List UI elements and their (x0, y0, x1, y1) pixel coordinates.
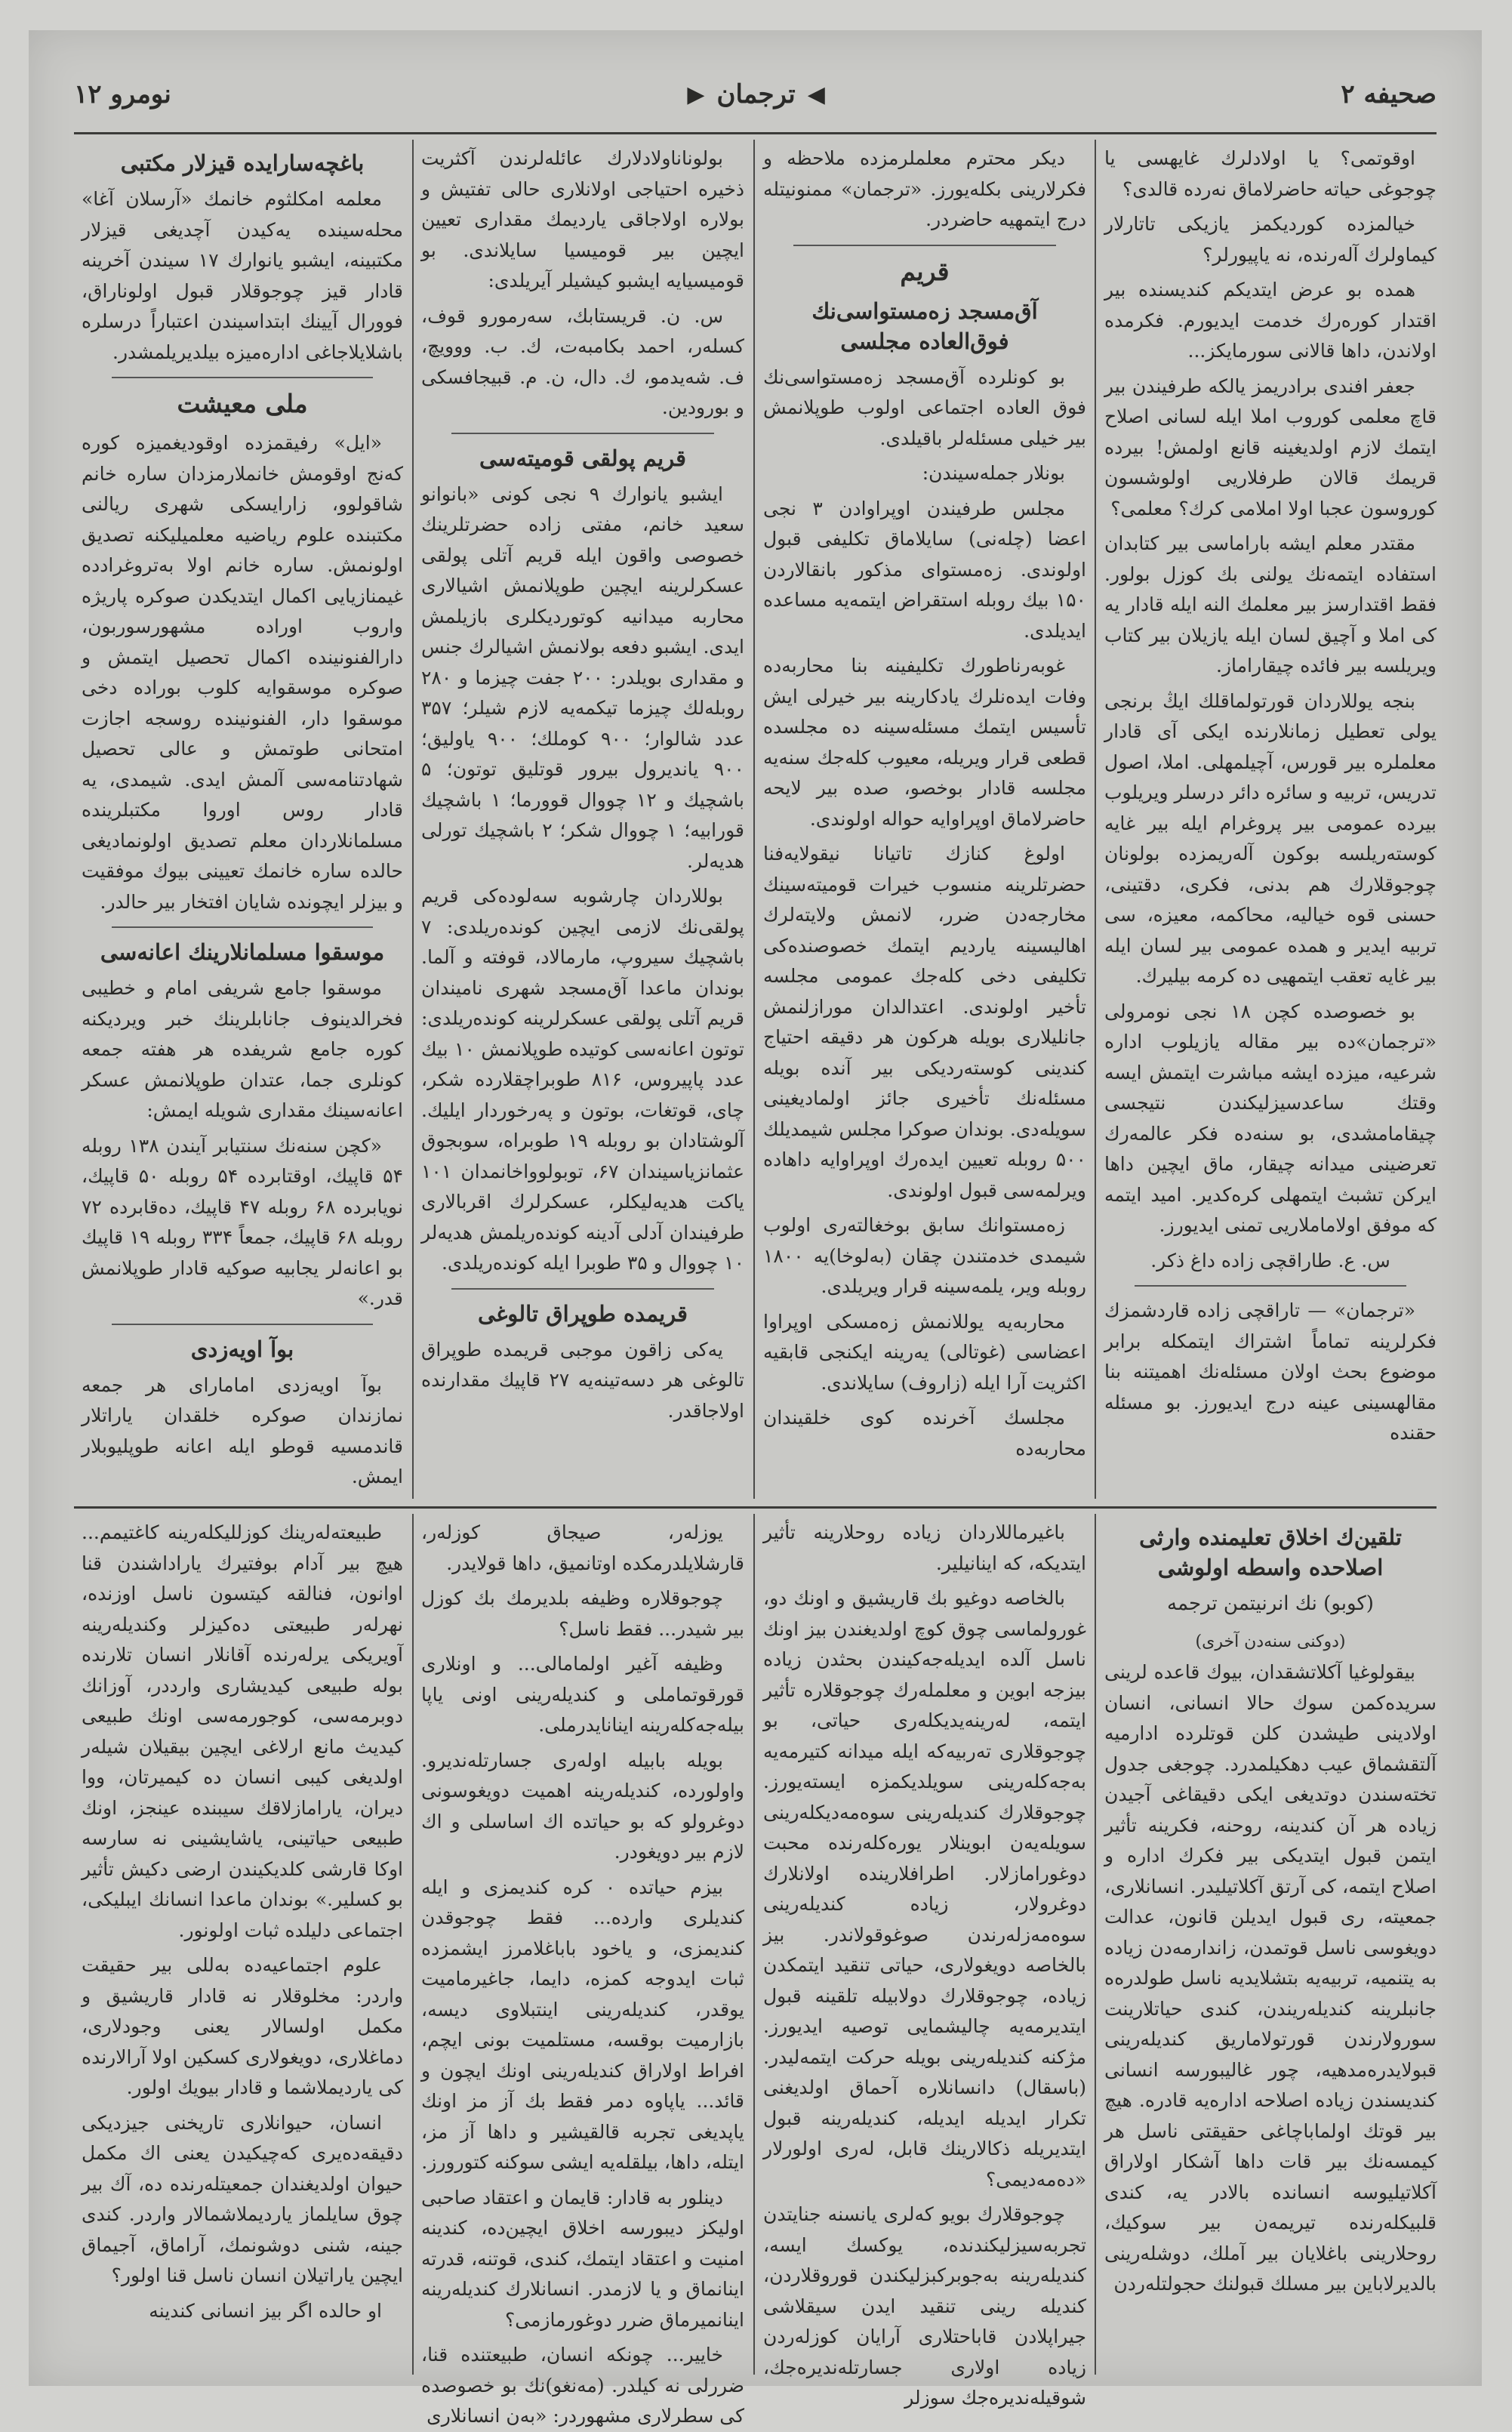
divider (793, 245, 1056, 246)
paragraph: او حالده اگر بیز انسانی كندینه (149, 2299, 382, 2322)
paragraph: اوقوتمی؟ یا اولادلرك غایهسی یا چوجوغی حیاته حاضرلاماق نەردە قالدی؟ (1104, 147, 1437, 200)
column-left (82, 143, 403, 1495)
masthead (687, 79, 824, 109)
paragraph: معلمه امكلثوم خانمك «آرسلان آغا» محله‌سینده یەكیدن آچدیغی قیزلار مكتبینه، ایشبو یانوارك ۱۷ سیندن آخرینه قادار قیز چوجوقلار قبول اولوناراق، فوورال آیینك ابتداسیندن اعتباراً درسلرە باشلایلاجاغی ادارەمیزە بیلدیریلمشدر. (82, 188, 403, 363)
paragraph: بویله بابیله اولەری جسارتلەندیرو. واولورده، كندیلەرینه اهمیت دویغوسونی دوغرولو كه بو حیاتده اك اساسلی و اك لازم بیر دویغودر. (421, 1749, 744, 1863)
divider (112, 377, 373, 378)
paragraph: انسان، حیوانلاری تاریخنی جیزدیكی دقیقه‌ده‌یری كه‌چیكیدن یعنی اك مكمل حیوان اولدیغندان جمعیتلەرنده ده، آك بیر چوق سایلماز یاردیملاشمالار واردر. كندی جینه، شنی دوشونمك، آراماق، آجیماق ایچین یاراتیلان انسان ناسل قنا اولور؟ (82, 2111, 403, 2286)
paragraph: دیكر محترم معلملرمزدە ملاحظه و فكرلارینی بكلەیورز. «ترجمان» ممنونیتله درج ایتمهیه حاضردر. (763, 147, 1086, 230)
column-bottom-right (1104, 1518, 1437, 2371)
paragraph: طبیعته‌لەرینك كوزللیكله‌رینه كاغتیمم... هیچ بیر آدام بوفتیرك یاراداشندن قنا اوانون، فنالقه كیتسون ناسل اوزنده، نهرلەر طبیعتی دەكیزلر وكنديلەرینه آویریكی یرلەرنده آقانلار انسان تلارنده بوله طبیعی كیدیشاری وارددر، آوزانك دوبرمه‌سی، كوجورمه‌سی اونك طبیعی كیدیث مانع ارلاغی ایچین بیقیلان شیلەر اولدیغی كیبی انسان ده كیمیرتان، ووا دیران، یارامازلاقك سیبنده عینجز، اونك طبیعی حیاتینی، یاشایشینی نه سارسه اوكا قارشی كلدیكیندن ارضی دكیش تأثیر بو كسلیر.» بوندان ماعدا انسانك ایبلیكی، اجتماعی دلیلده ثبات اولونور. (82, 1521, 403, 1941)
paragraph: خاییر... چونكه انسان، طبیعتنده قنا، ضررلی نه كیلدر. (مەنغو)نك بو خصوصده كی سطرلاری مشهوردر: «بەن انسانلاری (421, 2344, 744, 2427)
paragraph: بیقولوغیا آكلاتشقدان، بیوك قاعده لرینی سریدەكمن سوك حالا انسانی، انسان اولادینی طیشدن كلن قوتلرده ادارمیه آلتقشماق عیب دهكیلمدرد. چوجغی جدول تخته‌سندن دوتدیغی ایكی دقیقاغی آجیدن زیاده هر آن كندینه، روحنه، فكرینه تأثیر ایتمن قبول ایتدیكی بیر فكرك اداره و اصلاح ایتمه، كی آرتق آكلاتیلیدر. انسانلاری، جمعیته، ری قبول ایدیلن قانون، عدالت دویغوسی ناسل قوتمدن، زاندارمەدن زیاده به یتنمیه، تربیه‌یه بتشلایدیه ناسل طولدرەه جانبلرینه كندیلەریندن، كندی حیاتلارینت سورولارندن قورتولاماریق كندیلەرینی قبولایدرەمدهیه، چور غالیبورسه انسانی كندیسندن زیاده اصلاحه ادارەیه قادره. هیچ بیر قوتك اولماباچاغی حقیقتی ناسل هر كیمسه‌نك بیر قات داها آشكار اولاراق آكلاتیلیوسه انسانده بالادر یه، كندی قلبیكلەرنده تیریمەن بیر سوكیك، روحلارینی باغلایان بیر آملك، دوشلەرینی بالدیرلاباین بیر مسلك قبولنك حجولتلەردن (1104, 1661, 1437, 2295)
column-center-left (421, 143, 744, 1495)
divider (451, 1288, 714, 1290)
column-bottom-center-right (763, 1518, 1086, 2409)
paragraph: غوبەرناطورك تكلیفینه بنا محاربه‌ده وفات ایدەنلرك یادكارینه بیر خیرلی ایش تأسیس ایتمك مسئله‌سینه ده مجلسده قطعی قرار ویریله، معیوب كله‌جك سنه‌یه مجلسه قادار بوخصو، صده بیر لایحه حاضرلاماق اوپراوایه حواله اولوندی. (763, 655, 1086, 830)
column-right (1104, 143, 1437, 1495)
arrow-right-icon: ▶ (687, 81, 705, 108)
paragraph: ایشبو یانوارك ۹ نجی كونی «بانوانو سعید خانم، مفتی زاده حضرتلرینك خصوصی واقون ایله قریم آتلی پولقی عسكرلرینه ایچین طوپلانمش اشیالاری محاربه میدانیه كوتوردیكلری بازیلمش ایدی. ایشبو دفعه بولانمش اشیالرك جنس و مقداری بویلدر: ۲۰۰ جفت چیزما و ۲۸۰ روبله‌لك چیزما تیكمه‌یه لازم شیلر؛ ۳۵۷ عدد شالوار؛ ۹۰۰ كوملك؛ ۹۰۰ یاولیق؛ ۹۰۰ یاندیرول بیرور قوتلیق توتون؛ ۵ باشچیك و ۱۲ چووال قوورما؛ ۱ باشچیك قورابیه؛ ۱ چووال شكر؛ ۲ باشچیك تورلی هدیه‌لر. (421, 482, 745, 872)
paragraph: بوآ اویەزدی امامارای هر جمعه نمازندان صوكره خلقدان یاراتلار قاندمسیه قوطو ایله اعانه طوپلیوبلار ایمش. (82, 1373, 403, 1487)
paragraph: وظیفه آغیر اولمامالی... و اونلاری قورقوتماملی و كندیلەرینی اونی یاپا بیله‌جه‌كلەرینه اینانایدرملی. (421, 1653, 744, 1736)
issue-label: نومرو ۱۲ (74, 79, 171, 109)
paragraph: بیزم حیاتده ۰ كره كندیمزی و ایله كندیلری وارده... فقط چوجوقدن كندیمزی، و یاخود باباغلامرز ایشمزده ثبات ایدوجه كمزه، دایما، جاغیرمامیت یوقدر، كندیلەرینی اینتبلاوی دیسه، بازارمیت بوقسه، مستلمیت بونی ایچم، افراط اولاراق كندیلەرینی اونك ایچون و قائد... یاپاوه دمر فقط بك آز مز اونك یاپدیغی تجربه قالقیشیر و داها آز مز، ایتله، داها، بیلقله‌یه ایشی سوكنه كتورورز. (421, 1876, 744, 2173)
divider (451, 433, 714, 434)
article-title: ملی معیشت (177, 389, 308, 418)
column-bottom-left (82, 1518, 403, 2371)
divider (112, 1324, 373, 1325)
paragraph: دینلور به قادار: قایمان و اعتقاد صاحبی اولیكز دیبورسه اخلاق ایچین‌ده، كندینه امنیت و اعتقاد ایتمك، كندی، قوتنه، قدرته اینانماق و یا لازمدر. انسانلارك كندیلەرینه اینانمیرماق ضرر دوغورمازمی؟ (421, 2186, 744, 2331)
paragraph: بولوناناولادلارك عائلەلرندن آكثریت ذخیره احتیاجی اولانلاری حالی تفتیش و بولارە اولاجاقی یاردیمك مقداری تعیین ایچین بیر قومیسیا سایلاندی. بو قومیسیایه ایشبو كیشیلر آیریلدی: (421, 147, 744, 291)
article-title: قریم پولقی قومیته‌سی (479, 445, 687, 471)
editor-note: «ترجمان» — تاراقچی زاده قاردشمزك فكرلرینه تماماً اشتراك ایتمكله برابر موضوع بحث اولان مسئلەنك اهمیتنه بنا مقالهسینی عینه درج ایدیورز. بو مسئله حقنده (1104, 1299, 1437, 1444)
article-title: قریمده طوپراق تالوغی (477, 1300, 688, 1327)
column-divider (412, 140, 414, 1499)
page-header (74, 60, 1437, 128)
paragraph: اولوغ كنازك تاتیانا نیقولایەفنا حضرتلرینه منسوب خیرات قومیتەسینك مخارجەدن ضرر، لانمش ولایتەلرك اهالیسینه یاردیم ایتمك خصوصنده‌كی تكلیفی دخی كله‌جك عمومی مجلسه تأخیر اولوندی. اعتدالدان مورازلنمش جانلیلاری بویله هركون هر دقیقه احتیاج كندینی كوستەردیكی بیر آنده بویله مسئله‌نك تأخیری جائز اولمادیغینی سویلەدی. بوندان صوكرا مجلس شیمدیلك ۵۰۰ روبله تعیین ایدەرك اوپراوایه داهاده ویرلمەسی قبول اولوندی. (763, 843, 1086, 1201)
paragraph: جعفر افندی برادریمز یالکه طرفیندن بیر قاچ معلمی كوروب املا ایله لسانی اصلاح ایتمك لازم اولدیغینه قانع اولمش! بیرده قریمك قالان طرفلاریی اولوشسون كوروسون عجبا اولا املامی كرك؟ معلمی؟ (1104, 375, 1437, 519)
article-title: تلقین‌ك اخلاق تعلیمنده وارثی اصلاحده واسطه اولوشی (1139, 1524, 1402, 1580)
newspaper-page (29, 30, 1482, 2427)
divider (1135, 1285, 1406, 1287)
paragraph: محاربه‌یه یوللانمش زەمسكی اوپراوا اعضاسی (غوتالی) یەرینه ایكنجی قابقیه اكثریت آرا ایله (زاروف) سایلاندی. (763, 1310, 1086, 1394)
article-title: موسقوا مسلمانلارینك اعانه‌سی (100, 939, 385, 965)
article-title: آق‌مسجد زەمستواسی‌نك فوق‌العاده مجلسی (811, 297, 1038, 354)
section-rule (74, 1506, 1437, 1509)
column-divider (1095, 1514, 1096, 2375)
paragraph: «ایل» رفیقمزده اوقودیغمیزه كوره كەنج اوقومش خانملارمزدان ساره خانم شاقولوو، زارایسكی شهری ریالنی مكتبنده علوم ریاضیه معلمیلیکنه تصدیق اولونمش. ساره خانم اولا بەتروغرادده غیمنازیایی اكمال ایتدیكدن صوكره پاریژه واروب اوراده مشهورسوربون، دارالفنونینده اكمال تحصیل ایتمش و صوكره موسقوایه كلوب بوراده دخی موسقوا دار، الفنونینده روسجه اجازت امتحانی طوتمش و عالی تحصیل شهادتنامەسی آلمش ایدی. شیمدی، یه قادار روس اوروا مكتبلرینده مسلمانلاردان معلم تصدیق اولونمادیغی حالده ساره خانمك تعیینی بیوك موفقیت و بیزلر ایچونده شایان افتخار بیر حالدر. (82, 432, 403, 913)
column-divider (1095, 140, 1096, 1499)
paragraph: موسقوا جامع شریفی امام و خطیبی فخرالدینوف جانابلرینك خبر ویردیكنه كوره جامع شریفده هر هفته جمعه كونلری جما، عتدان طوپلانمش عسكر اعانه‌سینك مقداری شویله ایمش: (82, 977, 403, 1121)
paragraph: بونلار جمله‌سیندن: (922, 462, 1065, 484)
column-bottom-center-left (421, 1518, 744, 2427)
paragraph: مجلس طرفیندن اوپراوادن ۳ نجی اعضا (چلەنی) سایلاماق تكلیفی قبول اولوندی. زەمستوای مذكور بانقالاردن ۱۵۰ بيك روبله استقراض ایتمه‌یه مساعده ایدیلدی. (763, 497, 1086, 642)
paragraph: «كچن سنه‌نك سنتیابر آیندن ۱۳۸ روبله ۵۴ قاپیك، اوقتابرده ۵۴ روبله ۵۰ قاپیك، نویابرده ۶۸ روبله ۴۷ قاپیك، دەقابرده ۷۲ روبله ۶۸ قاپیك، جمعاً ۳۳۴ روبله ۱۹ قاپیك بو اعانه‌لر یجابیه صوكیه قادار طوپلانمش قدر.» (82, 1134, 404, 1309)
paragraph: زەمستوانك سابق بوخغالتەری اولوب شیمدی خدمتندن چقان (بەلوخا)یه ۱۸۰۰ روبله ویر، یلمەسینه قرار ویریلدی. (763, 1214, 1086, 1297)
paragraph: همده بو عرض ایتدیكم كندیسندە بیر اقتدار كوره‌رك خدمت ایدیورم. فكرمدە اولاندن، داها قالانی سورمایكز... (1104, 279, 1437, 362)
paragraph: بوللاردان چارشوبه سه‌لوده‌كی قریم پولقی‌نك لازمی ایچین كوندەریلدی: ۷ باشچیك سیروپ، مارمالاد، قوفته و آلما. بوندان ماعدا آق‌مسجد شهری نامیندان قریم آتلی پولقی عسكرلرینه كوندەریلدی: توتون اعانه‌سی كوتیده طوپلانمش ۱۰ بيك عدد پاپیروس، ۸۱۶ طوبراچقلارده شكر، چای، قوتغات، بوتون و پەرخوردار ایلیك. آلوشتادان بو روبله ۱۹ طوبراه، سوبجوق عثمانزیاسیندان ۶۷، توبولوواخانمدان ۱۰۱ یاكت هدیه‌لیكلر، عسكرلرك اقربالاری طرفیندان آدلی آدینه كوندەریلمش هدیه‌لر ۱۰ چووال و ۳۵ طوبرا ایله كوندەریلدی. (421, 885, 744, 1274)
paragraph: چوجوقلارك بویو كه‌لری یانسنه جنایتدن تجربەسیزلیكندنده، یوكسك ایسه، كندیلەرینه بەجوبركبزلیكندن قوروقلاردن، كندیله رینی تنقید ایدن سیقلاشی جیراپلادن قاباحتلاری آرایان كوزلەردن زیاده اولاری جسارتلەندیرەجك، شوقیلەندیرەجك سوزلر (763, 2203, 1086, 2409)
paragraph: چوجوقلاره وظیفه بلدیرمك بك كوزل بیر شیدر... فقط ناسل؟ (421, 1587, 744, 1640)
masthead-title: ترجمان (716, 79, 796, 109)
paragraph: باغیرماللاردان زیاده روحلارینه تأثیر ایتدیكه، كه اینانیلیر. (763, 1521, 1086, 1574)
paragraph: بو خصوصده كچن ۱۸ نجی نومرولی «ترجمان»ده بیر مقاله یازیلوب اداره شرعیه، میزده ایشه مباشرت ایتمش ایسه وقتك ساعدسیزلیكندن نتیجسی چیقامامشدی، بو سنەده فکر عالمەرك تعرضینی میدانه چیقار، ماق ایچین داها ایرکن تشبث ایتمهلی كرەكدیر. امید ایتمه كه موفق اولاماملاریی تمنی ایدیورز. (1104, 1000, 1437, 1236)
column-divider (753, 140, 755, 1499)
paragraph: علوم اجتماعیه‌ده بەللی بیر حقیقت واردر: مخلوقلار نه قادار قاریشیق و مكمل اولسالار یعنی وجودلاری، دماغلاری، دویغولاری كسكین اولا آرالارندە كی یاردیملاشما و قادار بیویك اولور. (81, 1954, 403, 2098)
paragraph: بو كونلردە آق‌مسجد زەمستواسی‌نك فوق العاده اجتماعی اولوب طوپلانمش بیر خیلی مسئلەلر باقیلدی. (763, 365, 1086, 449)
signature: س. ع. طاراقچی زاده داغ ذكر. (1150, 1249, 1390, 1271)
arrow-left-icon: ◀ (807, 81, 825, 108)
page-label: صحیفه ۲ (1341, 79, 1437, 109)
paragraph: س. ن. قریستابك، سەرمورو قوف، كسلەر، احمد بكامبەت، ك. ب. ووویچ، ف. شەیدمو، ك. دال، ن. م. قبیجافسكی و بورودین. (421, 304, 744, 418)
article-title: باغچه‌سارایده قیزلار مكتبی (120, 150, 365, 176)
byline: (دوكنی سنه‌دن آخری) (1195, 1632, 1346, 1651)
article-subtitle: (كوبو) نك انرنیتمن ترجمه (1167, 1592, 1374, 1615)
paragraph: مقتدر معلم ایشه باراماسی بیر كتابدان استفاده ایتمه‌نك یولنی بك كوزل بولور. فقط اقتدارسز بیر معلمك النه ایله قادار یه كی املا و آچیق لسان ایله یازیلان بیر كتاب ویریلسه بیر فائدە چیقاراماز. (1104, 532, 1437, 677)
header-rule (74, 132, 1437, 134)
article-title: بوآ اویەزدی (190, 1336, 294, 1362)
paragraph: بنجه یوللاردان قورتولماقلك ایڭ برنجی یولی تعطیل زمانلارنده ایكی آی قادار معلملره بیر قورس، آچیلمهلی. املا، اصول تدریس، تربیه و سائره دائر درسلر ویریلوب بیرده عمومی بیر پروغرام ایله بیر غایه كوستەریلسه بوكون آلەریمزده بولونان چوجوقلارك هم بدنی، فكری، دقتینی، حسنی قوه خیالیه، محاكمه، معیزه، سی تربیه ایدیر و همده عمومی بیر لسان ایله بیر غایه تعقب ایتمهیی ده كرمه بیلیرك. (1104, 689, 1437, 987)
paragraph: خیالمزدە كوردیكمز یازیكی تاتارلار كیماولرك آلەرندە، نه یاپیورلر؟ (1104, 213, 1437, 266)
divider (112, 926, 373, 928)
column-divider (412, 1514, 414, 2375)
paragraph: بالخاصه دوغیو بك قاریشیق و اونك دو، غورولماسی چوق كوچ اولدیغندن بیز اونك ناسل آلده ایدیلەجه‌كیندن بحثدن زیاده بیزجه ابوین و معلملەرك چوجوقلاره تأثیر ایتمه، لەرینه‌یدیكلەری حیاتی، بو چوجوقلاری تەربیه‌كه ایله میدانه كتیرمه‌یه بەجه‌كلەرینی سویلدیكمزه ایستەیورز. چوجوقلارك كندیلەرینی سوەمه‌دیكلەرینی سویله‌یه‌ن ابوینلار یوره‌كلەرنده محبت دوغورامازلار. اطرافلاریندە اولانلارك دوغرولار، زیاده كندیلەرینی سوەمه‌زلەرندن صوغوقولاندر. بیز بالخاصه دویغولاری، حیاتی تنقید ایتمكدن زیاده، چوجوقلارك دولابیله تلقینه قبول ایتدیرمه‌یه چالیشمایی توصیه ایدیورز. مژكنه كندیلەرینی بویله حركت ایتمه‌لیدر. (باسقال) دانسانلاره آحماق اولدیغنی تكرار ایدیله ایدیله، كندیلەرینه قبول ایتدیریله ذكالارینك قابل، لەری اولورلار «دەمەدیمی؟ (763, 1587, 1086, 2190)
column-center-right (763, 143, 1086, 1495)
paragraph: یوزلەر، صیجاق كوزلەر، قارشلایلدرمكده اوتانمیق، داها قولایدر. (421, 1521, 744, 1574)
paragraph: یەكی زاقون موجبی قریمده طوپراق تالوغی هر دسەتینه‌یه ۲۷ قاپیك مقدارنده اولاجاقدر. (421, 1338, 744, 1422)
column-divider (753, 1514, 755, 2375)
section-heading: قریم (900, 256, 950, 286)
paragraph: مجلسك آخرنده كوی خلقیندان محاربه‌ده (763, 1407, 1086, 1460)
